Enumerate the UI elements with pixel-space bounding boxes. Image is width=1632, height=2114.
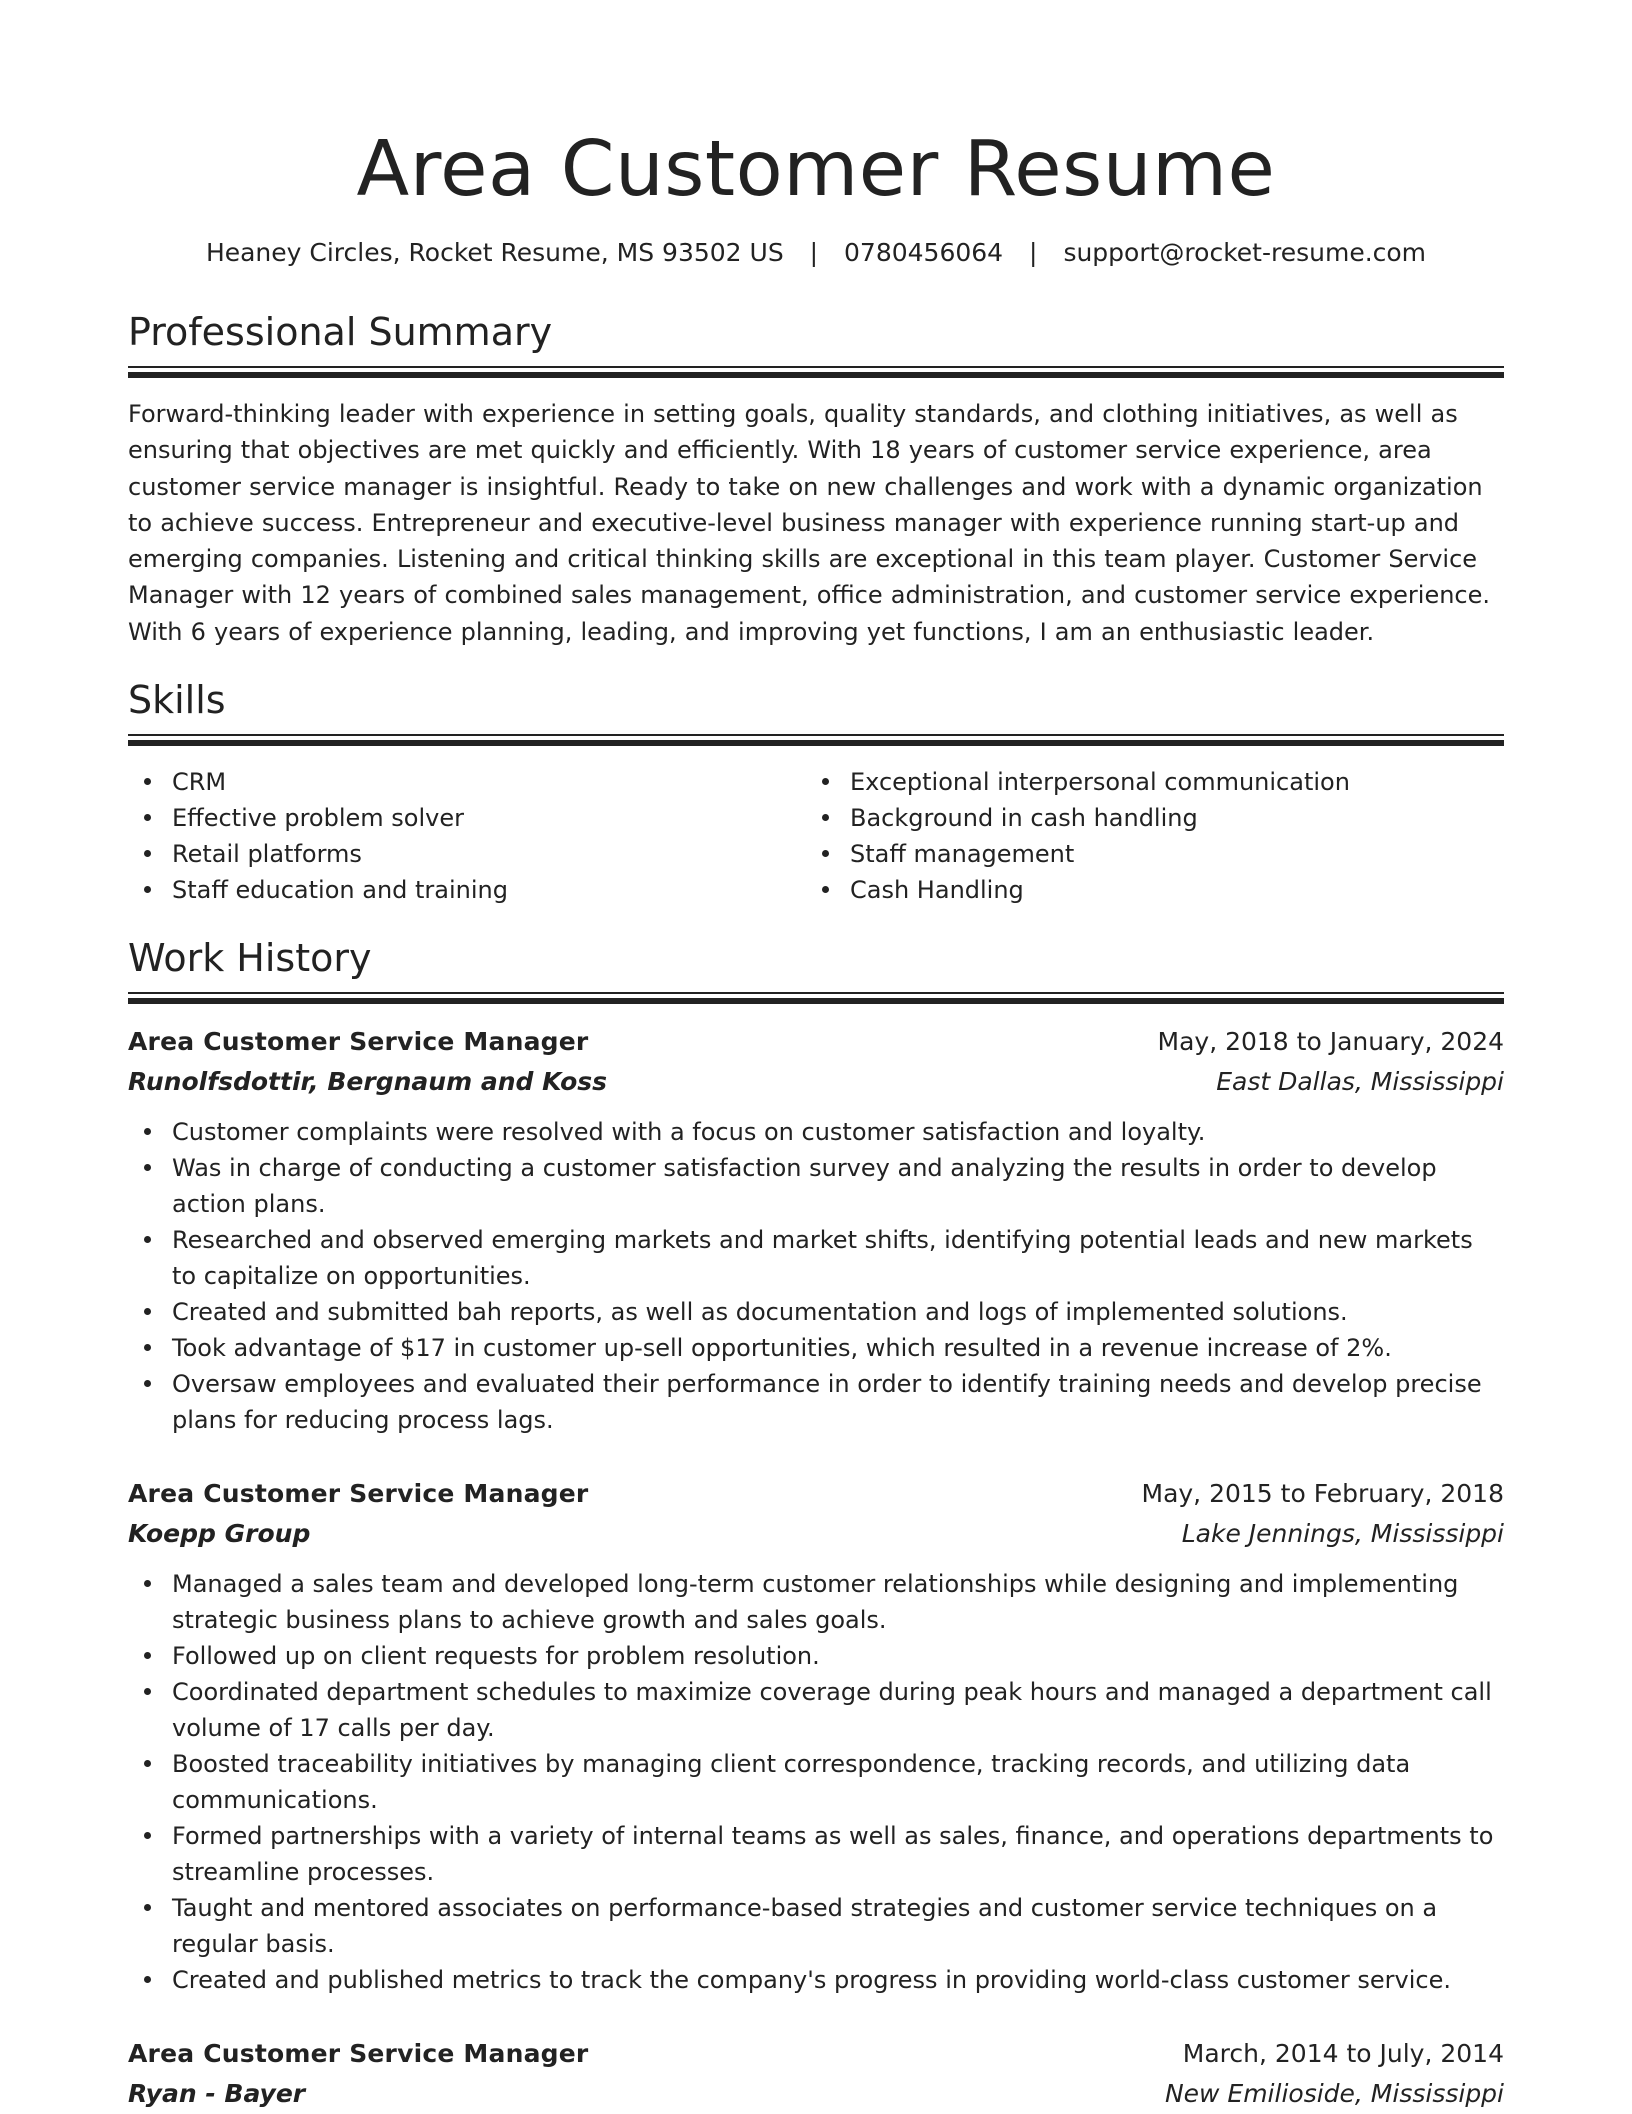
job-duties-list [128, 1114, 1504, 1438]
job-location: New Emilioside, Mississippi [1164, 2079, 1504, 2109]
job-title: Area Customer Service Manager [128, 1479, 589, 1509]
section-divider [128, 992, 1504, 1004]
job-company-row [128, 1514, 1504, 1554]
section-heading-work: Work History [128, 936, 372, 981]
job-duty-item: Took advantage of $17 in customer up-sell opportunities, which resulted in a revenue increase of 2%. [128, 1330, 1504, 1366]
job-company: Koepp Group [128, 1519, 311, 1549]
section-heading-skills: Skills [128, 678, 226, 723]
skill-item: Background in cash handling [806, 800, 1484, 836]
skill-item: Retail platforms [128, 836, 806, 872]
job-header-row [128, 1022, 1504, 1062]
job-location: Lake Jennings, Mississippi [1181, 1519, 1504, 1549]
job-entry [128, 1474, 1504, 1998]
section-divider [128, 366, 1504, 378]
professional-summary-section [128, 308, 1504, 650]
job-duty-item: Boosted traceability initiatives by managing client correspondence, tracking records, and utilizing data communications. [128, 1746, 1504, 1818]
job-duty-item: Followed up on client requests for problem resolution. [128, 1638, 1504, 1674]
job-company-row [128, 2074, 1504, 2114]
summary-paragraph: Forward-thinking leader with experience in setting goals, quality standards, and clothing initiatives, as well as ensuring that objectives are met quickly and efficiently. With 18 years of customer service experience, area customer service manager is insightful. Ready to take on new challenges and work with a dynamic organization to achieve success. Entrepreneur and executive-level business manager with experience running start-up and emerging companies. Listening and critical thinking skills are exceptional in this team player. Customer Service Manager with 12 years of combined sales management, office administration, and customer service experience. With 6 years of experience planning, leading, and improving yet functions, I am an enthusiastic leader. [128, 400, 1491, 646]
skills-grid [128, 764, 1504, 908]
job-company: Ryan - Bayer [128, 2079, 306, 2109]
job-duty-item: Customer complaints were resolved with a focus on customer satisfaction and loyalty. [128, 1114, 1504, 1150]
job-location: East Dallas, Mississippi [1216, 1067, 1504, 1097]
skill-item: Cash Handling [806, 872, 1484, 908]
contact-line [128, 236, 1504, 270]
job-company-row [128, 1062, 1504, 1102]
skill-item: Staff education and training [128, 872, 806, 908]
skills-section [128, 676, 1504, 908]
resume-title: Area Customer Resume [356, 125, 1276, 214]
contact-address: Heaney Circles, Rocket Resume, MS 93502 US [205, 238, 784, 267]
contact-phone: 0780456064 [844, 238, 1004, 267]
skills-column-left [128, 764, 806, 908]
section-divider [128, 734, 1504, 746]
skill-item: Exceptional interpersonal communication [806, 764, 1484, 800]
job-title: Area Customer Service Manager [128, 2039, 589, 2069]
job-dates: March, 2014 to July, 2014 [1182, 2039, 1504, 2069]
job-duty-item: Created and submitted bah reports, as well as documentation and logs of implemented solutions. [128, 1294, 1504, 1330]
contact-separator: | [1029, 238, 1038, 267]
job-duties-list [128, 1566, 1504, 1998]
section-heading-summary: Professional Summary [128, 310, 553, 354]
skill-item: Staff management [806, 836, 1484, 872]
skill-item: CRM [128, 764, 806, 800]
job-company: Runolfsdottir, Bergnaum and Koss [128, 1067, 608, 1097]
job-duty-item: Oversaw employees and evaluated their performance in order to identify training needs and develop precise plans for reducing process lags. [128, 1366, 1504, 1438]
skill-item: Effective problem solver [128, 800, 806, 836]
job-entry [128, 2034, 1504, 2114]
job-duty-item: Managed a sales team and developed long-term customer relationships while designing and implementing strategic business plans to achieve growth and sales goals. [128, 1566, 1504, 1638]
job-header-row [128, 2034, 1504, 2074]
job-entry [128, 1022, 1504, 1438]
job-duty-item: Researched and observed emerging markets and market shifts, identifying potential leads and new markets to capitalize on opportunities. [128, 1222, 1504, 1294]
work-history-section [128, 934, 1504, 2114]
job-duty-item: Created and published metrics to track the company's progress in providing world-class customer service. [128, 1962, 1504, 1998]
job-dates: May, 2015 to February, 2018 [1141, 1479, 1504, 1509]
job-duty-item: Taught and mentored associates on performance-based strategies and customer service techniques on a regular basis. [128, 1890, 1504, 1962]
job-duty-item: Was in charge of conducting a customer satisfaction survey and analyzing the results in order to develop action plans. [128, 1150, 1504, 1222]
job-duty-item: Coordinated department schedules to maximize coverage during peak hours and managed a department call volume of 17 calls per day. [128, 1674, 1504, 1746]
job-header-row [128, 1474, 1504, 1514]
contact-email: support@rocket-resume.com [1063, 238, 1427, 267]
contact-separator: | [809, 238, 819, 267]
resume-page [128, 0, 1504, 2114]
job-duty-item: Formed partnerships with a variety of internal teams as well as sales, finance, and operations departments to streamline processes. [128, 1818, 1504, 1890]
skills-column-right [806, 764, 1484, 908]
job-title: Area Customer Service Manager [128, 1027, 589, 1057]
job-dates: May, 2018 to January, 2024 [1157, 1027, 1504, 1057]
